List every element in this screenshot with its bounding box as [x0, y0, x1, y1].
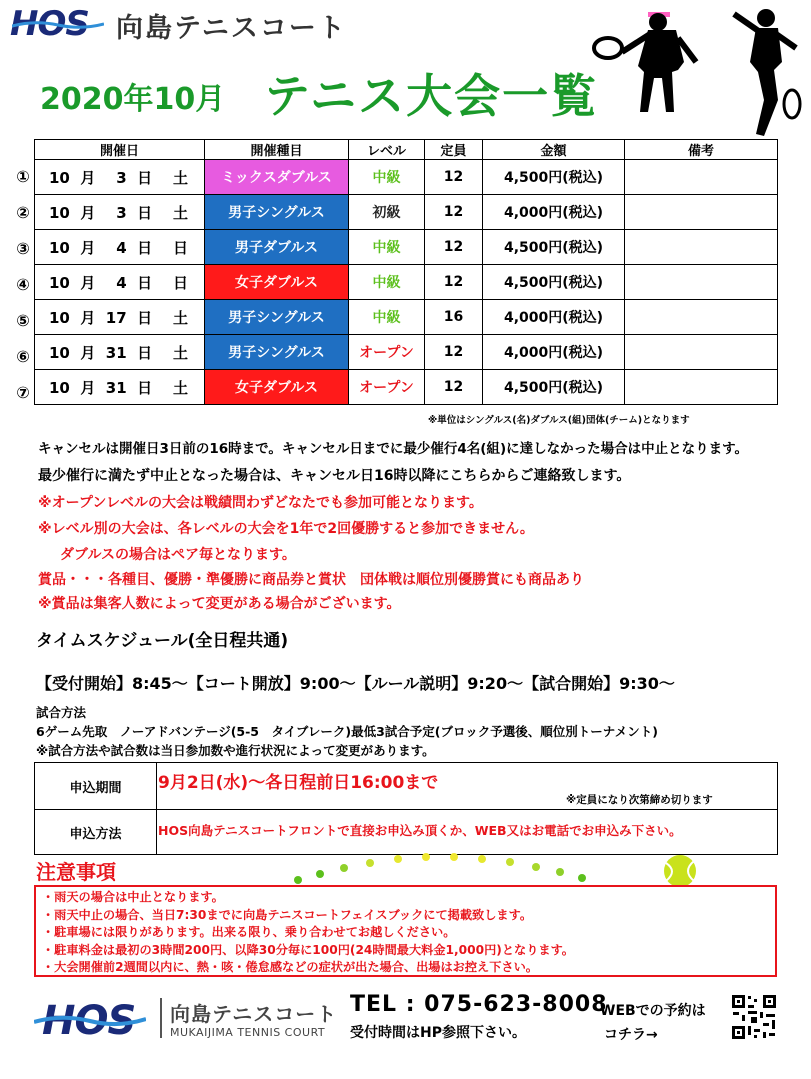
row-number: ③: [16, 239, 30, 258]
footer-wave-icon: [34, 1014, 146, 1028]
header-notes: 備考: [625, 140, 778, 160]
row-price: 4,000円(税込): [483, 195, 625, 230]
cancel-notice: キャンセルは開催日3日前の16時まで。キャンセル日までに最少催行4名(組)に達しなかった場合は中止となります。: [38, 441, 749, 457]
footer-web-label: WEBでの予約は: [600, 1003, 706, 1019]
row-event: 女子ダブルス: [205, 370, 349, 405]
footer-web-arrow: コチラ→: [604, 1027, 658, 1043]
row-price: 4,500円(税込): [483, 230, 625, 265]
table-row: [35, 230, 778, 265]
row-level: 中級: [349, 160, 425, 195]
table-row: [35, 300, 778, 335]
level-rule-notice: ※レベル別の大会は、各レベルの大会を1年で2回優勝すると参加できません。: [38, 521, 534, 537]
method-label: 申込方法: [35, 810, 157, 855]
caution-item: ・雨天の場合は中止となります。: [42, 890, 224, 904]
row-level: 中級: [349, 230, 425, 265]
header-capacity: 定員: [425, 140, 483, 160]
application-period-note: ※定員になり次第締め切ります: [566, 794, 713, 806]
row-note: [625, 265, 778, 300]
table-header-row: [35, 140, 778, 160]
prize-change-notice: ※賞品は集客人数によって変更がある場合がございます。: [38, 596, 401, 612]
table-row: [35, 335, 778, 370]
header-level: レベル: [349, 140, 425, 160]
row-number: ④: [16, 275, 30, 294]
row-event: ミックスダブルス: [205, 160, 349, 195]
row-number: ⑦: [16, 383, 30, 402]
timeschedule-line: 【受付開始】8:45～【コート開放】9:00～【ルール説明】9:20～【試合開始】9:30～: [36, 674, 675, 693]
timeschedule-title: タイムスケジュール(全日程共通): [36, 631, 289, 651]
row-number: ⑤: [16, 311, 30, 330]
row-number: ①: [16, 167, 30, 186]
row-date: 10 月 17 日 土: [35, 300, 205, 335]
match-note: ※試合方法や試合数は当日参加数や進行状況によって変更があります。: [36, 743, 435, 758]
row-note: [625, 300, 778, 335]
row-event: 男子シングルス: [205, 195, 349, 230]
row-date: 10 月 4 日 日: [35, 265, 205, 300]
row-number: ②: [16, 203, 30, 222]
footer-hours: 受付時間はHP参照下さい。: [350, 1025, 526, 1041]
caution-item: ・駐車料金は最初の3時間200円、以降30分毎に100円(24時間最大料金1,000円)となります。: [42, 942, 574, 957]
row-date: 10 月 3 日 土: [35, 160, 205, 195]
row-level: 中級: [349, 300, 425, 335]
row-level: 中級: [349, 265, 425, 300]
row-event: 男子シングルス: [205, 335, 349, 370]
row-date: 10 月 31 日 土: [35, 335, 205, 370]
open-level-notice: ※オープンレベルの大会は戦績問わずどなたでも参加可能となります。: [38, 495, 483, 511]
prizes-notice: 賞品・・・各種目、優勝・準優勝に商品券と賞状 団体戦は順位別優勝賞にも商品あり: [38, 572, 584, 588]
row-capacity: 16: [425, 300, 483, 335]
page-title: テニス大会一覧: [264, 69, 599, 123]
row-level: オープン: [349, 335, 425, 370]
tennis-ball-icon: [662, 853, 698, 889]
row-price: 4,000円(税込): [483, 300, 625, 335]
row-note: [625, 230, 778, 265]
match-format: 6ゲーム先取 ノーアドバンテージ(5-5 タイブレーク)最低3試合予定(ブロック予選後、順位別トーナメント): [36, 724, 658, 739]
application-method: HOS向島テニスコートフロントで直接お申込み頂くか、WEB又はお電話でお申込み下さい。: [158, 823, 682, 838]
footer-hos-logo: HOS: [42, 998, 136, 1044]
row-price: 4,000円(税込): [483, 335, 625, 370]
qr-code-icon[interactable]: [730, 993, 778, 1041]
row-level: 初級: [349, 195, 425, 230]
ball-trajectory-dots-icon: [290, 850, 670, 890]
row-note: [625, 370, 778, 405]
table-row: [35, 265, 778, 300]
match-title: 試合方法: [36, 705, 87, 720]
row-price: 4,500円(税込): [483, 265, 625, 300]
row-note: [625, 335, 778, 370]
row-event: 男子ダブルス: [205, 230, 349, 265]
venue-name: 向島テニスコート: [116, 13, 347, 44]
row-price: 4,500円(税込): [483, 370, 625, 405]
tournament-table: [34, 139, 778, 405]
table-row: [35, 195, 778, 230]
row-capacity: 12: [425, 265, 483, 300]
application-period: 9月2日(水)～各日程前日16:00まで: [158, 773, 439, 793]
row-note: [625, 195, 778, 230]
row-price: 4,500円(税込): [483, 160, 625, 195]
row-note: [625, 160, 778, 195]
row-number: ⑥: [16, 347, 30, 366]
caution-title: 注意事項: [36, 860, 116, 884]
row-event: 男子シングルス: [205, 300, 349, 335]
month-title: 2020年10月: [40, 82, 226, 117]
row-capacity: 12: [425, 160, 483, 195]
footer-divider: [160, 998, 162, 1038]
caution-box: [34, 885, 777, 977]
row-capacity: 12: [425, 230, 483, 265]
header-date: 開催日: [35, 140, 205, 160]
caution-item: ・雨天中止の場合、当日7:30までに向島テニスコートフェイスブックにて掲載致します。: [42, 907, 533, 922]
row-date: 10 月 4 日 日: [35, 230, 205, 265]
doubles-rule-notice: ダブルスの場合はペア毎となります。: [60, 547, 296, 563]
caution-item: ・大会開催前2週間以内に、熱・咳・倦怠感などの症状が出た場合、出場はお控え下さい。: [42, 960, 538, 974]
row-capacity: 12: [425, 195, 483, 230]
caution-item: ・駐車場には限りがあります。出来る限り、乗り合わせてお越しください。: [42, 925, 456, 939]
row-level: オープン: [349, 370, 425, 405]
row-event: 女子ダブルス: [205, 265, 349, 300]
header-event: 開催種目: [205, 140, 349, 160]
hos-logo: HOS: [10, 4, 89, 44]
table-row: [35, 370, 778, 405]
row-capacity: 12: [425, 370, 483, 405]
table-row: [35, 160, 778, 195]
row-date: 10 月 3 日 土: [35, 195, 205, 230]
period-label: 申込期間: [35, 763, 157, 810]
tennis-player-silhouette-icon: [592, 0, 724, 116]
footer-venue-en: MUKAIJIMA TENNIS COURT: [170, 1026, 326, 1039]
contact-notice: 最少催行に満たず中止となった場合は、キャンセル日16時以降にこちらからご連絡致します。: [38, 468, 631, 484]
header-price: 金額: [483, 140, 625, 160]
hos-wave-icon: [12, 20, 104, 30]
footer-venue: 向島テニスコート: [170, 1002, 338, 1026]
unit-note: ※単位はシングルス(名)ダブルス(組)団体(チーム)となります: [428, 415, 690, 426]
footer-tel[interactable]: TEL : 075-623-8008: [350, 992, 608, 1017]
tennis-server-silhouette-icon: [720, 0, 808, 138]
row-date: 10 月 31 日 土: [35, 370, 205, 405]
row-capacity: 12: [425, 335, 483, 370]
